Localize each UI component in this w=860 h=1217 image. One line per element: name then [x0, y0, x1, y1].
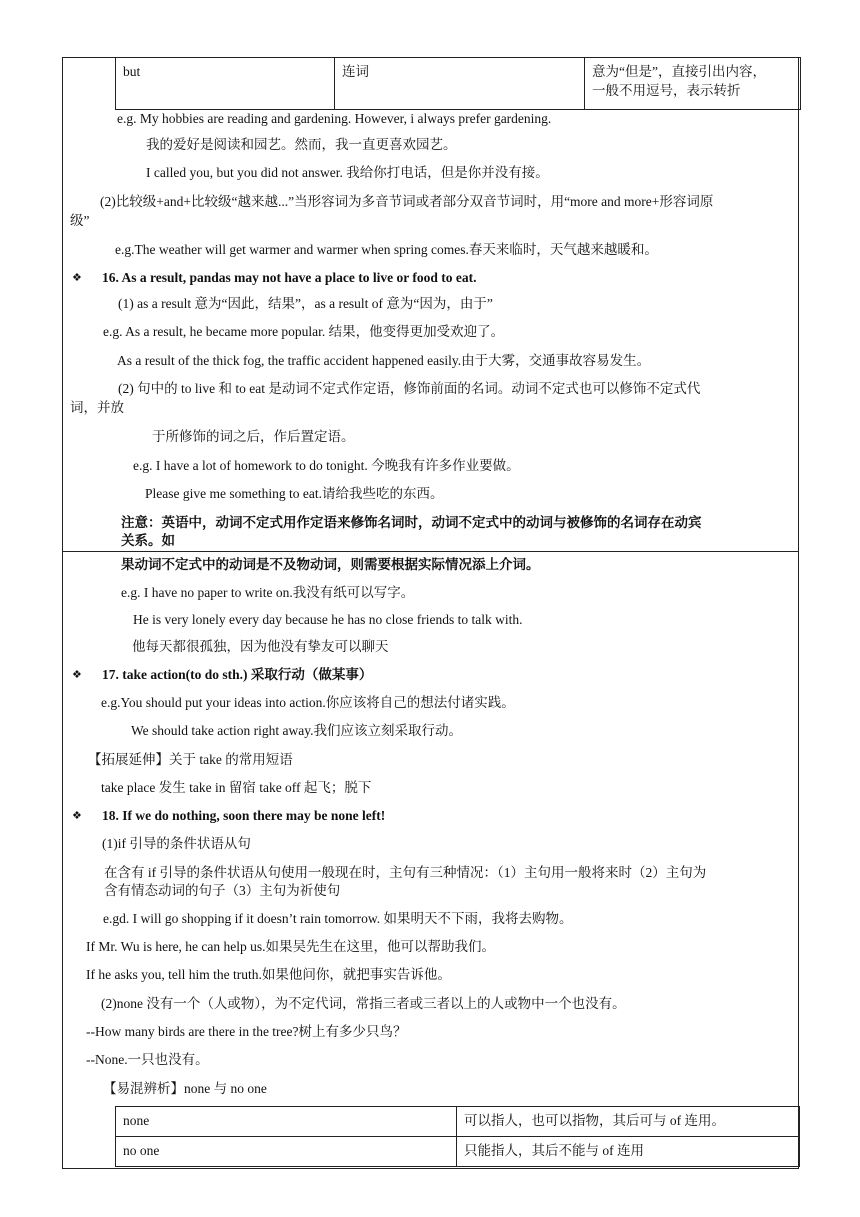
bullet-icon: ❖	[72, 272, 82, 284]
text-line: e.g. I have a lot of homework to do tonight. 今晚我有许多作业要做。	[133, 458, 520, 473]
note-line: 关系。如	[121, 533, 175, 548]
meaning-line-1: 意为“但是”，直接引出内容，	[592, 64, 766, 79]
bullet-icon: ❖	[72, 810, 82, 822]
text-line: If he asks you, tell him the truth.如果他问你，就把事实告诉他。	[86, 967, 451, 982]
table-cell-meaning	[585, 58, 801, 110]
section-heading-17: 17. take action(to do sth.) 采取行动（做某事）	[102, 667, 373, 682]
text-line: 含有情态动词的句子（3）主句为祈使句	[104, 883, 341, 898]
but-definition-table	[115, 57, 801, 110]
note-line: 果动词不定式中的动词是不及物动词，则需要根据实际情况添上介词。	[121, 557, 540, 572]
text-line: I called you, but you did not answer. 我给你打电话，但是你并没有接。	[146, 165, 549, 180]
note-line: 注意：英语中，动词不定式用作定语来修饰名词时，动词不定式中的动词与被修饰的名词存在动宾	[121, 515, 702, 530]
table-cell-word: no one	[116, 1137, 457, 1167]
section-heading-18: 18. If we do nothing, soon there may be none left!	[102, 808, 386, 823]
text-line: 级”	[70, 213, 90, 228]
text-line: Please give me something to eat.请给我些吃的东西。	[145, 486, 444, 501]
text-line: 他每天都很孤独，因为他没有挚友可以聊天	[132, 639, 389, 654]
table-row	[116, 1107, 800, 1137]
text-line: 【易混辨析】none 与 no one	[103, 1081, 267, 1096]
table-cell-word: but	[116, 58, 335, 110]
text-line: As a result of the thick fog, the traffic accident happened easily.由于大雾，交通事故容易发生。	[117, 353, 651, 368]
text-line: --None.一只也没有。	[86, 1052, 209, 1067]
text-line: e.gd. I will go shopping if it doesn’t rain tomorrow. 如果明天不下雨，我将去购物。	[103, 911, 573, 926]
text-line: (1)if 引导的条件状语从句	[102, 836, 251, 851]
text-line: (2) 句中的 to live 和 to eat 是动词不定式作定语，修饰前面的名词。动词不定式也可以修饰不定式代	[118, 381, 701, 396]
text-line: He is very lonely every day because he has no close friends to talk with.	[133, 612, 523, 627]
table-cell-pos: 连词	[335, 58, 585, 110]
table-cell-word: none	[116, 1107, 457, 1137]
text-line: e.g. I have no paper to write on.我没有纸可以写字。	[121, 585, 415, 600]
text-line: We should take action right away.我们应该立刻采取行动。	[131, 723, 462, 738]
table-cell-meaning: 可以指人，也可以指物，其后可与 of 连用。	[457, 1107, 800, 1137]
bullet-icon: ❖	[72, 669, 82, 681]
text-line: e.g.The weather will get warmer and warmer when spring comes.春天来临时，天气越来越暖和。	[115, 242, 658, 257]
none-vs-no-one-table	[115, 1106, 800, 1167]
text-line: e.g.You should put your ideas into action.你应该将自己的想法付诸实践。	[101, 695, 515, 710]
text-line: e.g. As a result, he became more popular. 结果，他变得更加受欢迎了。	[103, 324, 505, 339]
text-line: (1) as a result 意为“因此，结果”，as a result of 意为“因为，由于”	[118, 296, 493, 311]
meaning-line-2: 一般不用逗号，表示转折	[592, 83, 741, 98]
section-heading-16: 16. As a result, pandas may not have a place to live or food to eat.	[102, 270, 477, 285]
text-line: (2)比较级+and+比较级“越来越...”当形容词为多音节词或者部分双音节词时，用“more and more+形容词原	[100, 194, 714, 209]
text-line: --How many birds are there in the tree?树上有多少只鸟？	[86, 1024, 407, 1039]
table-cell-meaning: 只能指人，其后不能与 of 连用	[457, 1137, 800, 1167]
text-line: 【拓展延伸】关于 take 的常用短语	[88, 752, 293, 767]
text-line: 于所修饰的词之后，作后置定语。	[152, 429, 355, 444]
text-line: (2)none 没有一个（人或物），为不定代词，常指三者或三者以上的人或物中一个也没有。	[101, 996, 626, 1011]
text-line: take place 发生 take in 留宿 take off 起飞；脱下	[101, 780, 372, 795]
text-line: 我的爱好是阅读和园艺。然而，我一直更喜欢园艺。	[146, 137, 457, 152]
text-line: e.g. My hobbies are reading and gardening. However, i always prefer gardening.	[117, 111, 552, 126]
table-row	[116, 1137, 800, 1167]
text-line: 词，并放	[70, 400, 124, 415]
text-line: If Mr. Wu is here, he can help us.如果吴先生在这里，他可以帮助我们。	[86, 939, 496, 954]
text-line: 在含有 if 引导的条件状语从句使用一般现在时，主句有三种情况：（1）主句用一般将来时（2）主句为	[104, 865, 707, 880]
